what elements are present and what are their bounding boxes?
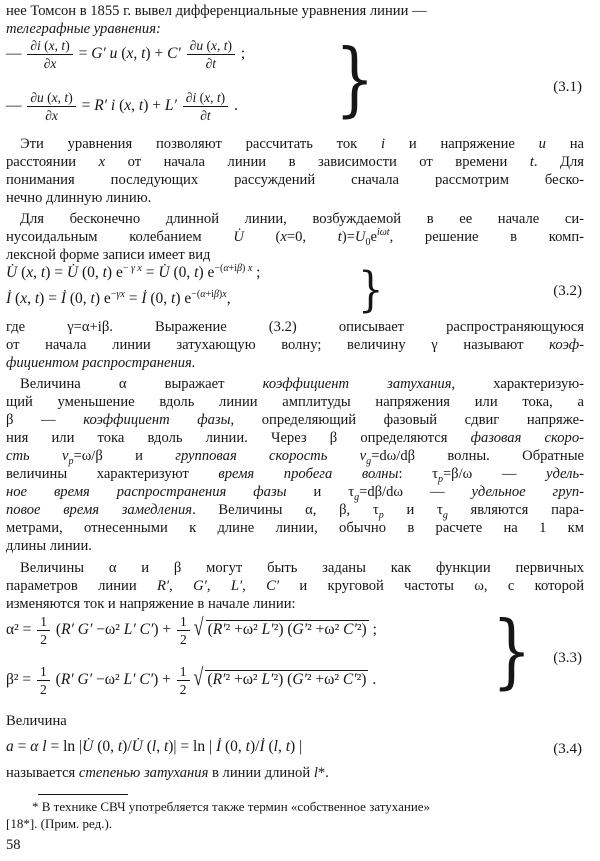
text-line: лексной форме записи имеет вид: [6, 247, 211, 263]
equation-3-1-line-2: — $\frac{\partial u (x, t)}{\partial x}$ = R′ i (x, t) + L′ $\frac{\partial i (x, t)}{\partial t}$ .: [6, 90, 238, 123]
text-line: длины линии.: [6, 538, 92, 554]
equation-number: (3.3): [553, 650, 582, 666]
equation-brace: }: [358, 262, 384, 318]
footnote-rule: [38, 794, 128, 795]
equation-3-2-line-2: İ (x, t) = İ (0, t) $e^{-\gamma x}$ = İ (0, t) $e^{-(\alpha+i\beta)x}$,: [6, 288, 231, 307]
equation-brace: }: [492, 602, 532, 698]
text-line: Величина: [6, 713, 67, 729]
equation-3-3-line-2: β² = $\frac{1}{2}$ (R′ G′ −ω² L′ C′) + $\frac{1}{2}$ √ (R′² +ω² L′²) (G′² +ω² C′²) .: [6, 663, 377, 697]
footnote-line: * В технике СВЧ употребляется также термин «собственное затухание»: [32, 799, 431, 814]
text-line: фициентом распространения.: [6, 355, 196, 371]
text-line: щий уменьшение вдоль линии амплитуды напряжения или тока, а: [6, 394, 584, 410]
text-line: β — коэффициент фазы, определяющий фазовый сдвиг напряже-: [6, 412, 584, 428]
equation-number: (3.1): [553, 79, 582, 95]
equation-number: (3.4): [553, 741, 582, 757]
text-line: где γ=α+iβ. Выражение (3.2) описывает распространяющуюся: [6, 319, 584, 335]
text-line: Эти уравнения позволяют рассчитать ток i и напряжение u на: [20, 136, 585, 152]
equation-3-2-line-1: U̇ (x, t) = U̇ (0, t) $e^{- \gamma x}$ = U̇ (0, t) $e^{-(\alpha+i\beta) x}$ ;: [6, 262, 261, 281]
text-line: Величины α и β могут быть заданы как функции первичных: [20, 560, 584, 576]
text-line: нее Томсон в 1855 г. вывел дифференциальные уравнения линии —: [6, 3, 427, 19]
text-line: сть $v_p=\omega/\beta$ и групповая скорость $v_g=d\omega/d\beta$ волны. Обратные: [6, 448, 584, 467]
equation-number: (3.2): [553, 283, 582, 299]
text-line: Величина α выражает коэффициент затухания, характеризую-: [20, 376, 585, 392]
text-line: параметров линии R′, G′, L′, C′ и круговой частоты ω, с которой: [6, 578, 585, 594]
text-line: телеграфные уравнения:: [6, 21, 161, 37]
equation-3-4: a = α l = ln |U̇ (0, t)/U̇ (l, t)| = ln | İ (0, t)/İ (l, t) |: [6, 738, 303, 755]
text-line: понимания последующих рассуждений сначала рассмотрим беско-: [6, 172, 584, 188]
footnote-line: [18*]. (Прим. ред.).: [6, 816, 113, 831]
text-line: от начала линии затухающую волну; величину γ называют коэф-: [6, 337, 584, 353]
equation-brace: }: [335, 30, 375, 126]
text-line: повое время замедления. Величины α, β, $\tau_p$ и $\tau_g$ являются пара-: [6, 502, 584, 521]
text-line: ния или тока вдоль линии. Через β определяются фазовая скоро-: [6, 430, 584, 446]
text-line: расстоянии x от начала линии в зависимости от времени t. Для: [6, 154, 585, 170]
page-number: 58: [6, 837, 21, 853]
text-line: нечно длинную линию.: [6, 190, 152, 206]
text-line: Для бесконечно длинной линии, возбуждаемой в ее начале си-: [20, 211, 584, 227]
text-line: величины характеризуют время пробега волны: $\tau_p=\beta/\omega$ — удель-: [6, 466, 584, 485]
text-line: изменяются ток и напряжение в начале линии:: [6, 596, 296, 612]
equation-3-3-line-1: α² = $\frac{1}{2}$ (R′ G′ −ω² L′ C′) + $\frac{1}{2}$ √ (R′² +ω² L′²) (G′² +ω² C′²) ;: [6, 613, 377, 647]
equation-3-1-line-1: — $\frac{\partial i (x, t)}{\partial x}$ = G′ u (x, t) + C′ $\frac{\partial u (x, t)}{\partial t}$ ;: [6, 38, 246, 71]
text-line: ное время распространения фазы и $\tau_g=d\beta/d\omega$ — удельное груп-: [6, 484, 584, 503]
text-line: называется степенью затухания в линии длиной l*.: [6, 765, 329, 781]
text-line: нусоидальным колебанием U̇ (x=0, $t)=U_0e^{i\omega t}$, решение в комп-: [6, 227, 585, 248]
text-line: метрами, отнесенными к длине линии, обычно в расчете на 1 км: [6, 520, 584, 536]
